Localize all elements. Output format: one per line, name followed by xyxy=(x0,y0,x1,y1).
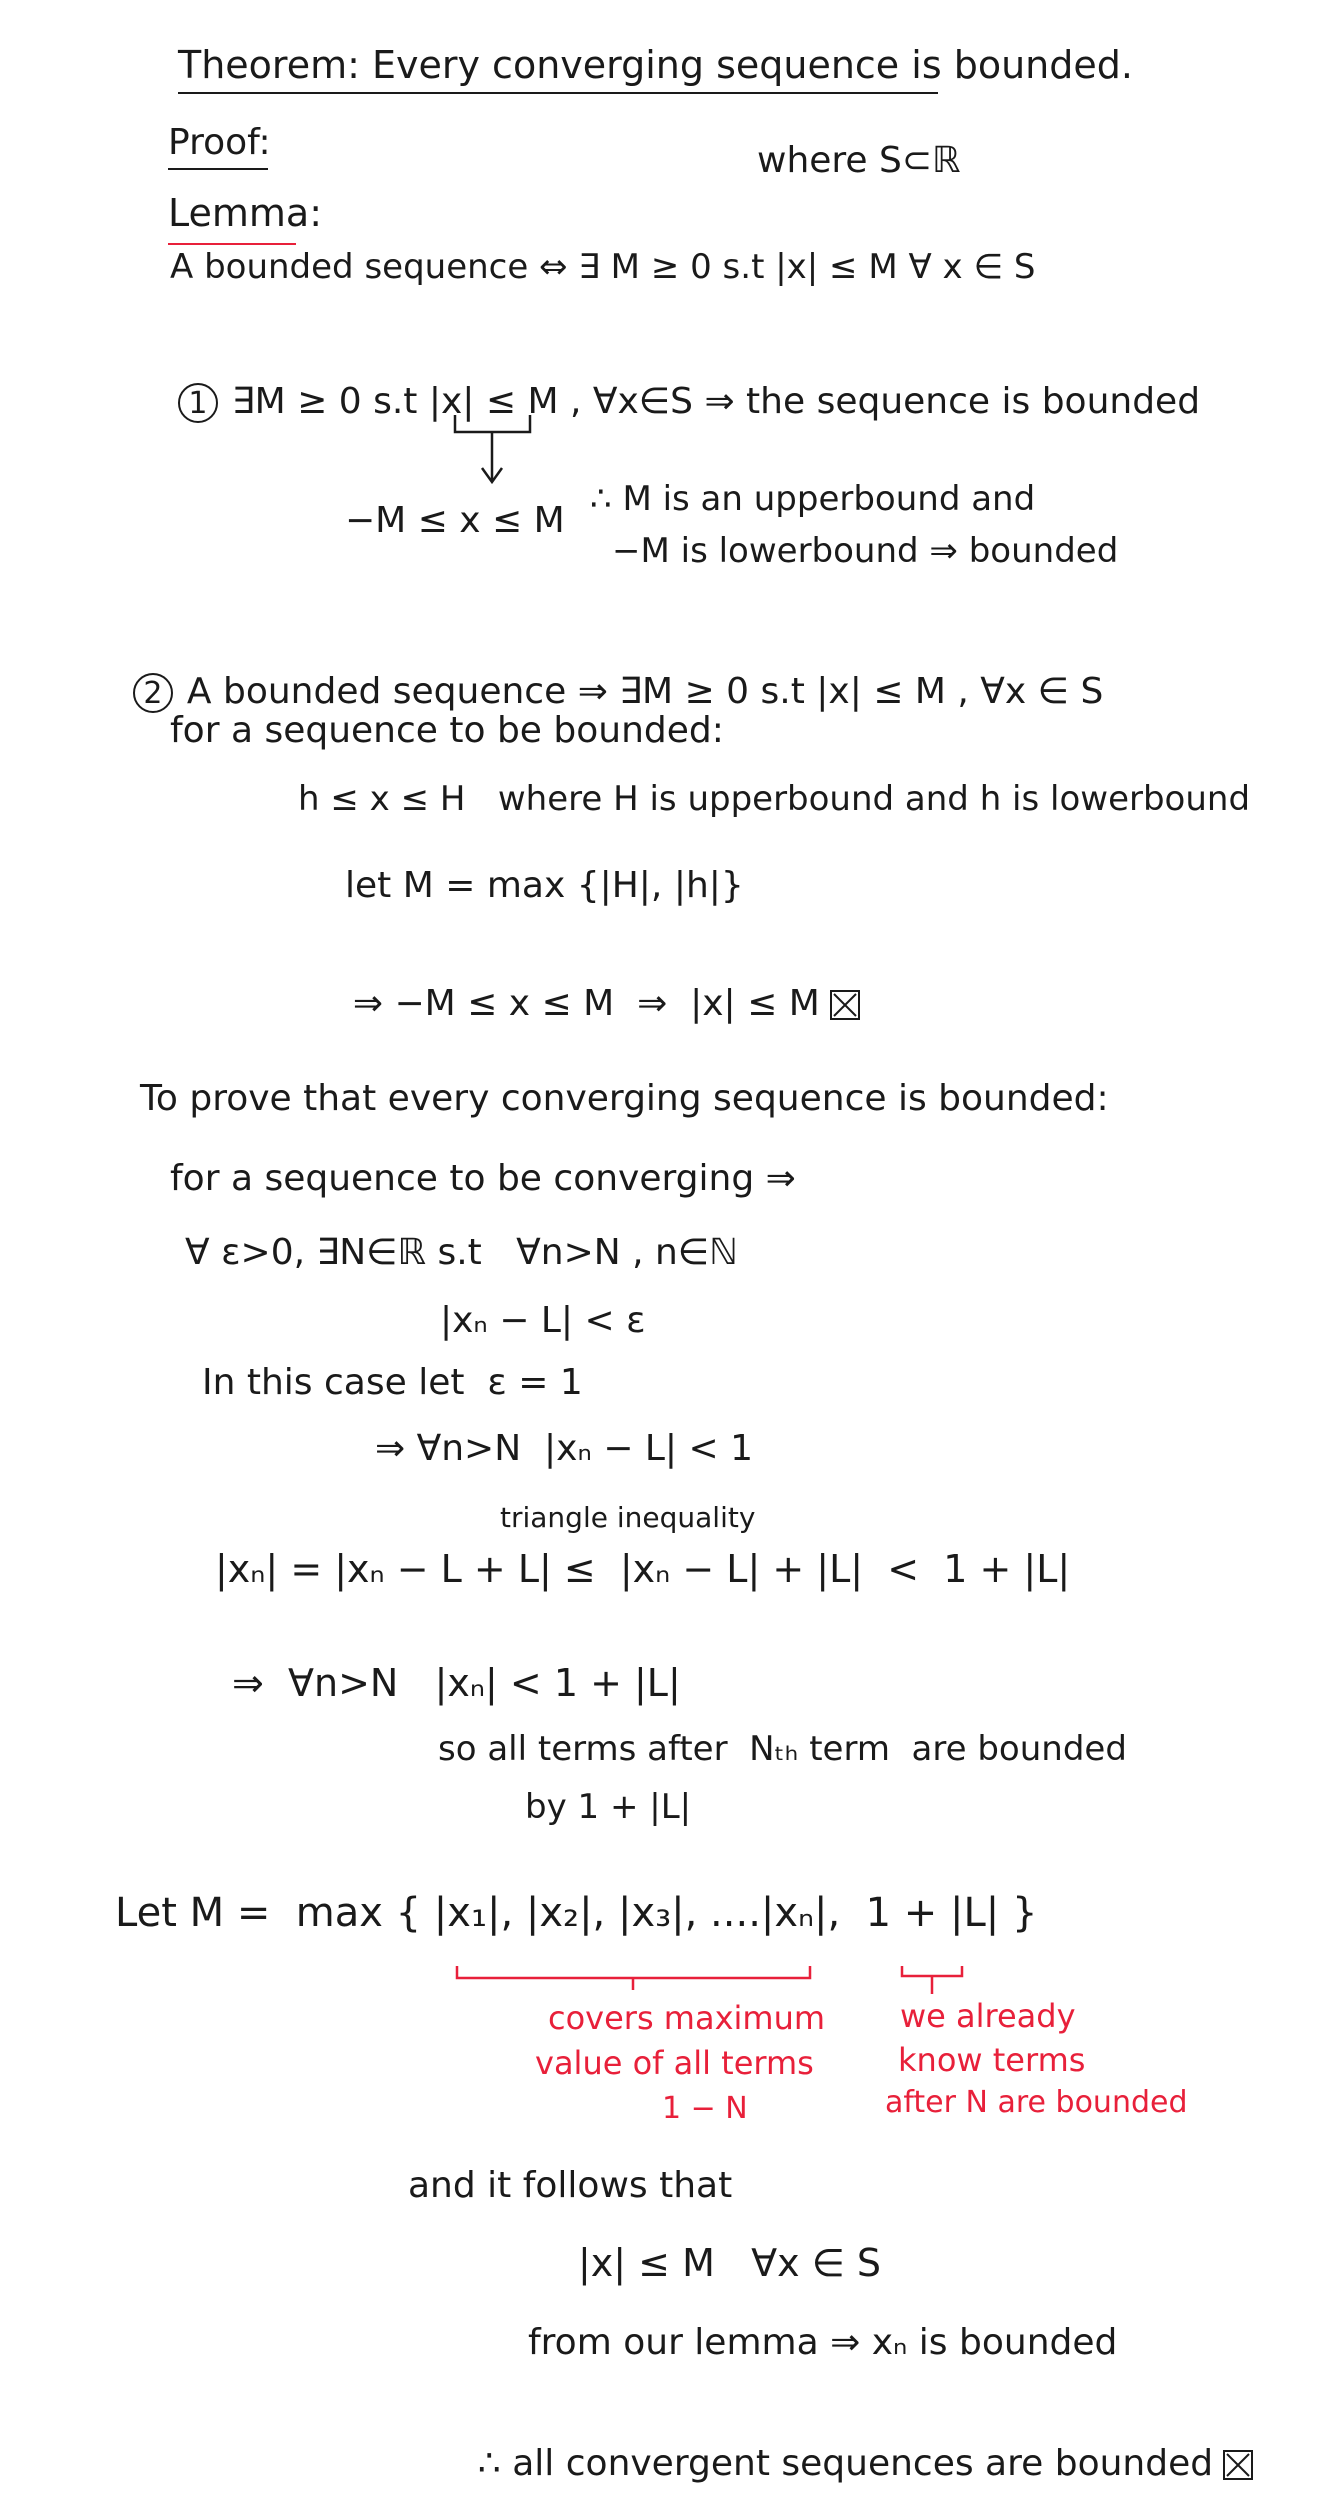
red-note-left-1: covers maximum xyxy=(548,1999,826,2037)
part2-intro: for a sequence to be bounded: xyxy=(170,710,724,751)
from-lemma: from our lemma ⇒ xₙ is bounded xyxy=(528,2322,1118,2363)
final-conclusion: ∴ all convergent sequences are bounded xyxy=(477,2443,1214,2485)
final-row xyxy=(455,2402,1253,2485)
qed-box-icon xyxy=(830,990,860,1020)
right-red-brace xyxy=(898,1962,968,1996)
part1-statement-row xyxy=(155,340,1200,423)
main-def-ineq: |xₙ − L| < ε xyxy=(440,1300,646,1341)
proof-underline xyxy=(168,168,268,170)
part1-brace-arrow xyxy=(450,410,540,490)
terms-note-1: so all terms after Nₜₕ term are bounded xyxy=(438,1729,1127,1769)
main-case-result: ⇒ ∀n>N |xₙ − L| < 1 xyxy=(375,1428,753,1469)
let-max: Let M = max { |x₁|, |x₂|, |x₃|, ....|xₙ|, 1 + |L| } xyxy=(115,1890,1038,1936)
result: |x| ≤ M ∀x ∈ S xyxy=(578,2241,881,2285)
part2-statement: A bounded sequence ⇒ ∃M ≥ 0 s.t |x| ≤ M , ∀x ∈ S xyxy=(186,671,1104,713)
proof-label: Proof: xyxy=(168,122,271,163)
terms-note-2: by 1 + |L| xyxy=(525,1787,692,1827)
lemma-statement: A bounded sequence ⇔ ∃ M ≥ 0 s.t |x| ≤ M ∀ x ∈ S xyxy=(170,247,1036,287)
part1-conclusion-2: −M is lowerbound ⇒ bounded xyxy=(612,531,1119,571)
main-converging: for a sequence to be converging ⇒ xyxy=(170,1158,796,1199)
part2-bounds: h ≤ x ≤ H where H is upperbound and h is lowerbound xyxy=(298,779,1251,819)
main-case: In this case let ε = 1 xyxy=(202,1362,583,1403)
title-underline xyxy=(178,92,938,94)
main-intro: To prove that every converging sequence is bounded: xyxy=(140,1078,1109,1119)
red-note-right-2: know terms xyxy=(898,2041,1086,2079)
red-note-left-2: value of all terms xyxy=(535,2044,814,2082)
main-def: ∀ ε>0, ∃N∈ℝ s.t ∀n>N , n∈ℕ xyxy=(185,1232,738,1273)
red-note-right-3: after N are bounded xyxy=(885,2085,1188,2120)
part2-implies: ⇒ −M ≤ x ≤ M ⇒ |x| ≤ M xyxy=(352,983,820,1025)
theorem-title: Theorem: Every converging sequence is bounded. xyxy=(178,43,1133,87)
follows: and it follows that xyxy=(408,2165,733,2206)
part1-conclusion-1: ∴ M is an upperbound and xyxy=(590,479,1036,519)
part2-number: 2 xyxy=(133,673,173,713)
final-qed-box-icon xyxy=(1223,2450,1253,2480)
red-note-left-3: 1 − N xyxy=(662,2091,748,2126)
part2-statement-row xyxy=(110,630,1103,713)
triangle-label: triangle inequality xyxy=(500,1501,756,1534)
left-red-brace xyxy=(455,1962,815,1992)
lemma-underline xyxy=(168,243,296,245)
bound-result: ⇒ ∀n>N |xₙ| < 1 + |L| xyxy=(232,1661,681,1705)
part1-ineq: −M ≤ x ≤ M xyxy=(345,500,565,541)
part1-statement: ∃M ≥ 0 s.t |x| ≤ M , ∀x∈S ⇒ the sequence is bounded xyxy=(231,381,1201,423)
where-note: where S⊂ℝ xyxy=(757,140,961,181)
part2-implies-row xyxy=(330,942,860,1025)
part1-number: 1 xyxy=(178,383,218,423)
lemma-label: Lemma: xyxy=(168,191,323,235)
triangle-ineq: |xₙ| = |xₙ − L + L| ≤ |xₙ − L| + |L| < 1 + |L| xyxy=(215,1547,1071,1591)
red-note-right-1: we already xyxy=(900,1997,1076,2035)
part2-let-m: let M = max {|H|, |h|} xyxy=(345,865,744,906)
